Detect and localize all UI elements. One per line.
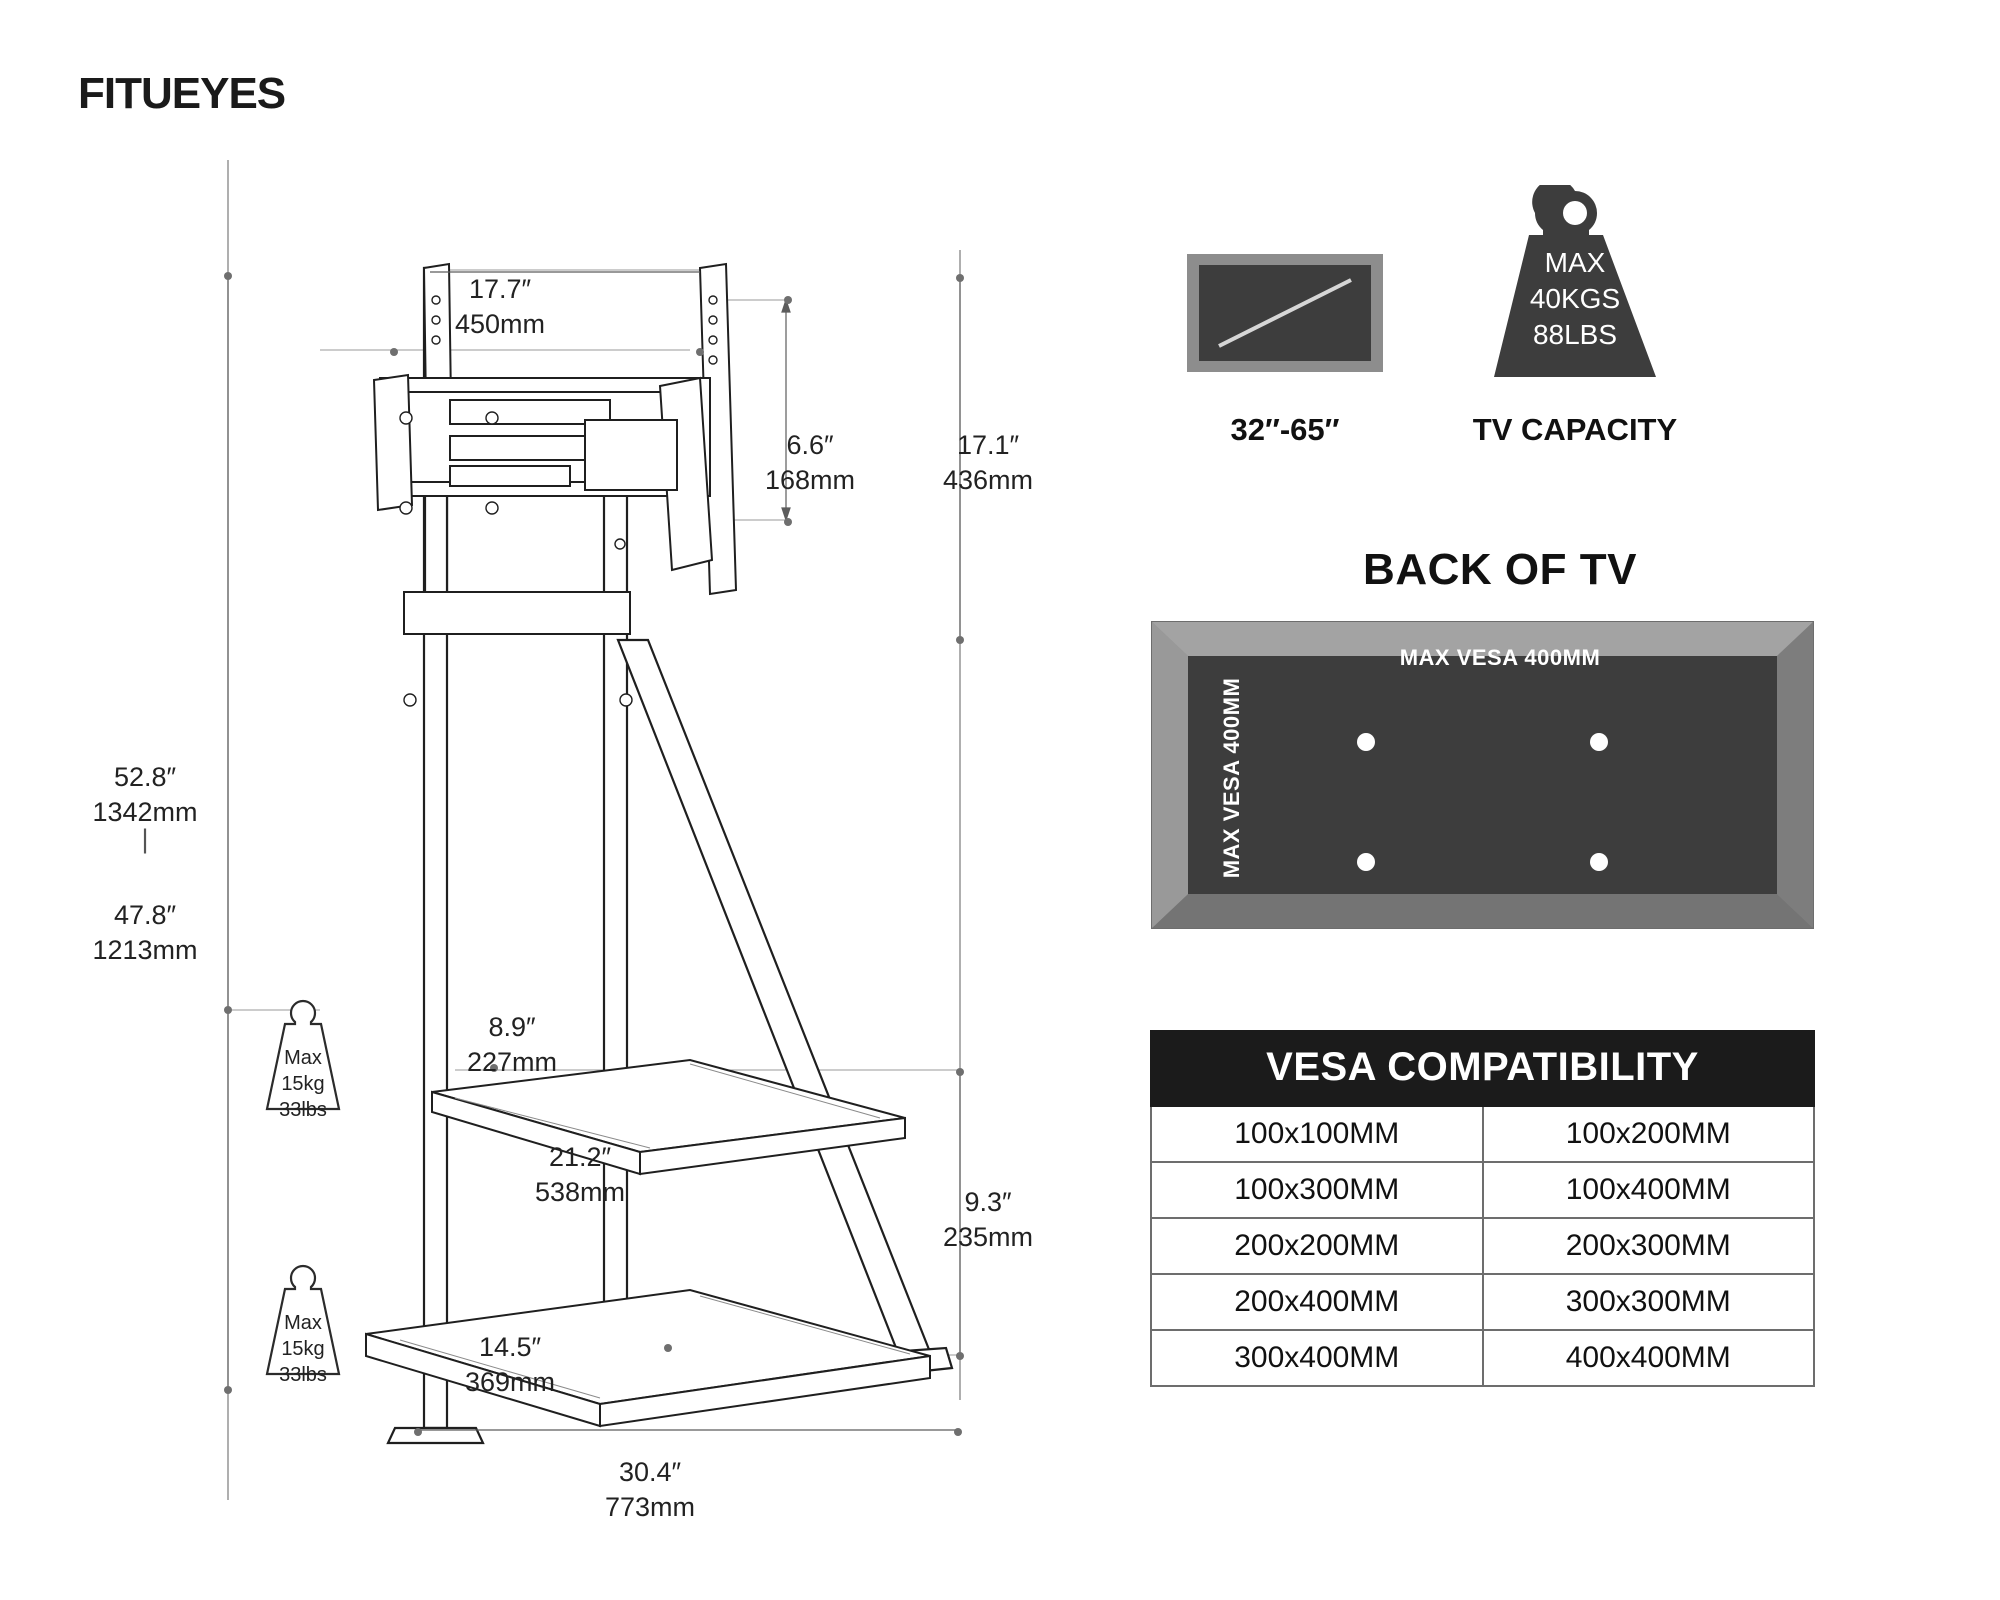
dim-lower-shelf-depth: 14.5″ 369mm [464, 1332, 556, 1397]
lower-shelf-weight-badge [253, 1260, 353, 1386]
table-row [1151, 1330, 1814, 1386]
back-of-tv-title: BACK OF TV [1363, 545, 1637, 594]
dim-width-top: 17.7″ 450mm [454, 274, 546, 339]
vesa-cell: 100x100MM [1151, 1106, 1483, 1162]
upper-shelf-weight-line1: Max [284, 1047, 322, 1069]
vesa-cell: 200x400MM [1151, 1274, 1483, 1330]
vesa-table-title: VESA COMPATIBILITY [1151, 1031, 1814, 1106]
dim-bracket-height: 6.6″ 168mm [764, 430, 856, 495]
upper-shelf-weight-badge [253, 995, 353, 1121]
lower-shelf-weight-line1: Max [284, 1312, 322, 1334]
upper-shelf-weight-line2: 15kg [281, 1073, 325, 1095]
vesa-compatibility-table [1150, 1030, 1815, 1387]
vesa-max-horizontal-label: MAX VESA 400MM [1399, 645, 1601, 670]
dim-height-range-separator: | [141, 824, 149, 854]
table-row [1151, 1274, 1814, 1330]
tv-size-label: 32″-65″ [1230, 412, 1340, 447]
table-row [1151, 1218, 1814, 1274]
vesa-cell: 100x300MM [1151, 1162, 1483, 1218]
vesa-cell: 100x400MM [1483, 1162, 1815, 1218]
dim-panel-height: 17.1″ 436mm [942, 430, 1034, 495]
vesa-cell: 200x300MM [1483, 1218, 1815, 1274]
lower-shelf-weight-line3: 33lbs [279, 1364, 327, 1386]
dim-total-height-max: 52.8″ 1342mm [92, 762, 198, 827]
dim-total-height-min: 47.8″ 1213mm [92, 900, 198, 965]
brand-logo-part-b: EYES [171, 69, 286, 118]
lower-shelf-weight-line2: 15kg [281, 1338, 325, 1360]
dim-base-offset: 9.3″ 235mm [942, 1187, 1034, 1252]
vesa-max-vertical-label: MAX VESA 400MM [1219, 677, 1244, 879]
vesa-cell: 300x300MM [1483, 1274, 1815, 1330]
dim-upper-shelf-width: 21.2″ 538mm [534, 1142, 626, 1207]
vesa-cell: 100x200MM [1483, 1106, 1815, 1162]
spec-panel [1150, 0, 2000, 1600]
table-row [1151, 1162, 1814, 1218]
capacity-line3: 88LBS [1532, 318, 1618, 350]
upper-shelf-weight-line3: 33lbs [279, 1099, 327, 1121]
vesa-cell: 400x400MM [1483, 1330, 1815, 1386]
dim-base-width: 30.4″ 773mm [604, 1457, 696, 1522]
tv-capacity-label: TV CAPACITY [1472, 412, 1678, 447]
weight-icon [1460, 185, 1690, 385]
tv-screen-icon [1185, 252, 1385, 374]
capacity-line2: 40KGS [1529, 282, 1621, 314]
dim-upper-shelf-depth: 8.9″ 227mm [466, 1012, 558, 1077]
vesa-cell: 300x400MM [1151, 1330, 1483, 1386]
table-row [1151, 1106, 1814, 1162]
vesa-cell: 200x200MM [1151, 1218, 1483, 1274]
brand-logo-part-a: FITU [78, 69, 172, 118]
capacity-line1: MAX [1544, 247, 1606, 278]
